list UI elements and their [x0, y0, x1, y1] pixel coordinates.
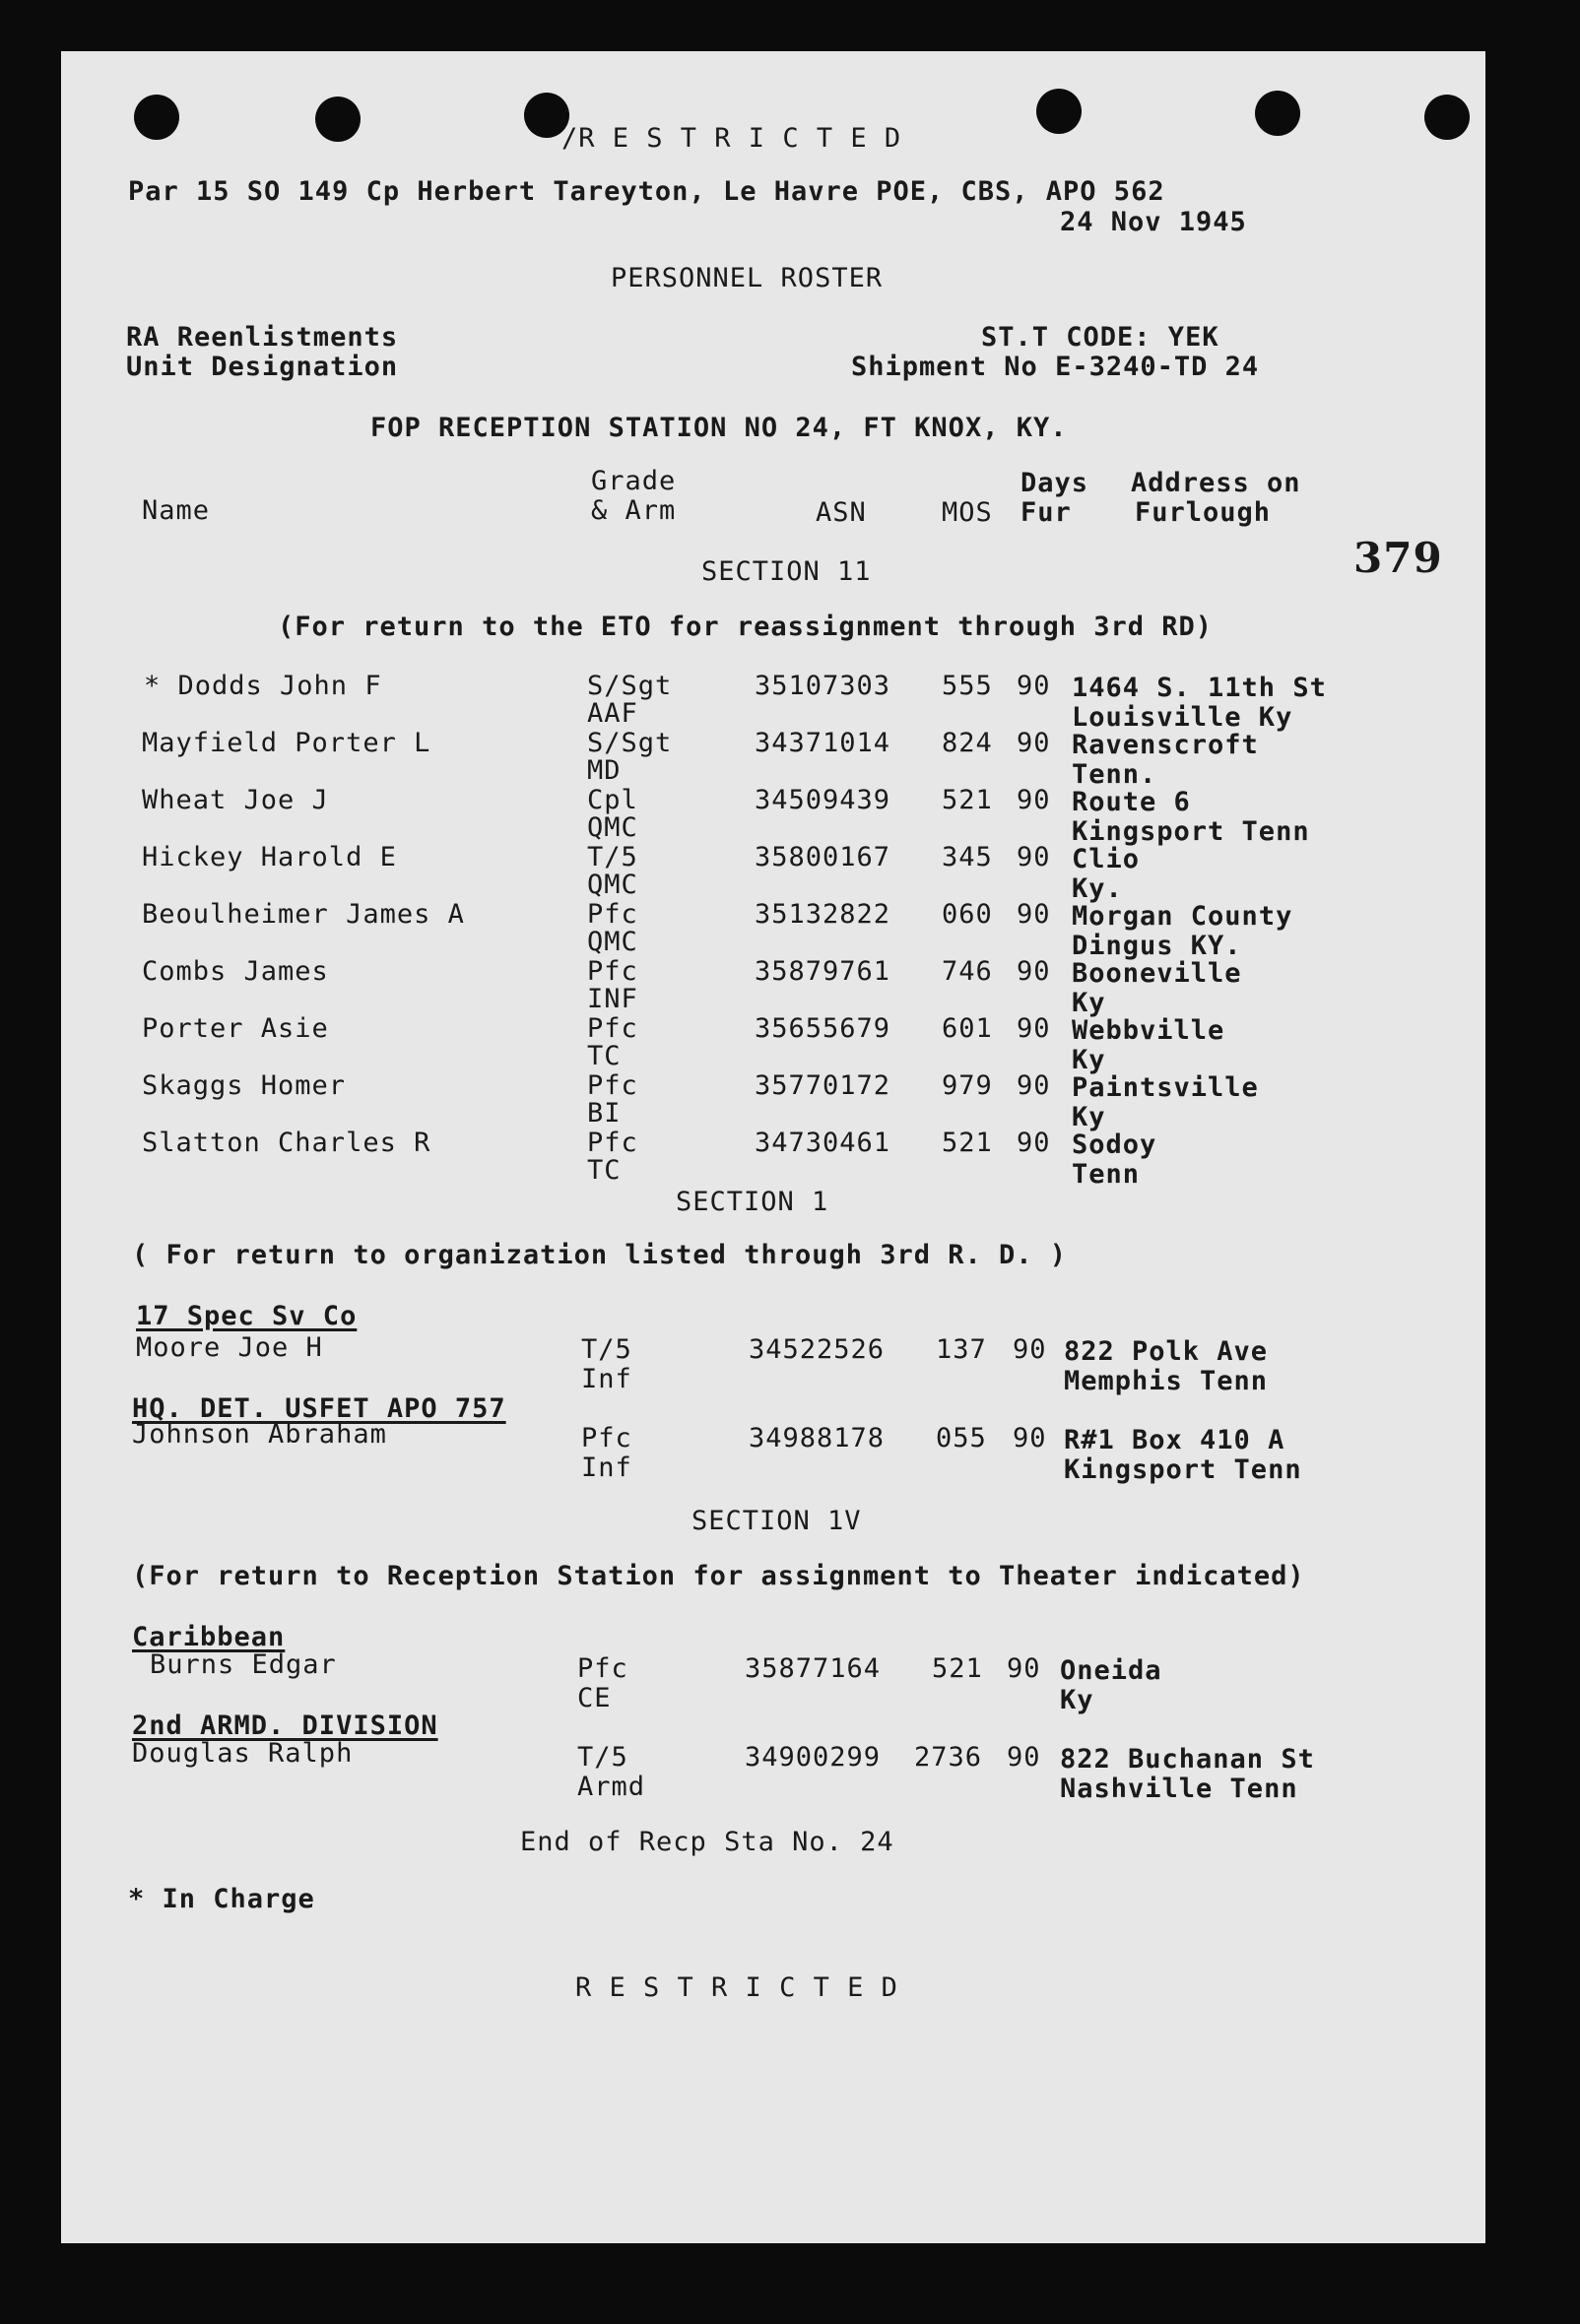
col-header-fur: Fur	[1020, 497, 1072, 528]
soldier-mos: 137	[936, 1334, 987, 1365]
order-date: 24 Nov 1945	[1060, 207, 1247, 237]
soldier-grade: Pfc	[587, 899, 638, 930]
col-header-days: Days	[1020, 468, 1089, 498]
section-1v-title: SECTION 1V	[691, 1506, 862, 1536]
soldier-mos: 521	[942, 1128, 993, 1158]
soldier-grade: S/Sgt	[587, 671, 673, 701]
soldier-days: 90	[1017, 1070, 1051, 1101]
soldier-address-line-1: Paintsville	[1072, 1072, 1259, 1103]
punch-hole	[1424, 95, 1470, 140]
soldier-address-line-2: Ky	[1072, 1045, 1106, 1075]
soldier-address-line-2: Kingsport Tenn	[1072, 816, 1310, 847]
unit-heading: 17 Spec Sv Co	[136, 1301, 358, 1331]
document-page	[61, 51, 1485, 2243]
soldier-days: 90	[1017, 728, 1051, 758]
soldier-asn: 35877164	[745, 1653, 882, 1684]
classification-bottom: R E S T R I C T E D	[575, 1972, 898, 2003]
soldier-arm: TC	[587, 1041, 622, 1071]
soldier-days: 90	[1013, 1423, 1047, 1453]
soldier-name: * Dodds John F	[144, 671, 382, 701]
soldier-mos: 555	[942, 671, 993, 701]
soldier-asn: 35879761	[755, 956, 891, 987]
col-header-mos: MOS	[942, 497, 993, 528]
col-header-asn: ASN	[816, 497, 867, 528]
shipment-number: Shipment No E-3240-TD 24	[851, 352, 1260, 382]
soldier-arm: BI	[587, 1098, 622, 1129]
soldier-asn: 35132822	[755, 899, 891, 930]
soldier-asn: 34509439	[755, 785, 891, 815]
soldier-asn: 35800167	[755, 842, 891, 872]
soldier-arm: QMC	[587, 812, 638, 843]
punch-hole	[315, 97, 361, 142]
soldier-arm: Armd	[577, 1772, 646, 1802]
soldier-grade: T/5	[577, 1742, 628, 1773]
page-number: 379	[1353, 534, 1443, 582]
section-11-title: SECTION 11	[701, 556, 872, 587]
soldier-days: 90	[1017, 1128, 1051, 1158]
classification-top: /R E S T R I C T E D	[561, 123, 902, 154]
soldier-name: Burns Edgar	[150, 1649, 337, 1680]
soldier-address-line-1: 822 Buchanan St	[1060, 1744, 1315, 1775]
section-1v-note: (For return to Reception Station for assignment to Theater indicated)	[132, 1561, 1305, 1591]
punch-hole	[134, 95, 179, 140]
soldier-arm: INF	[587, 984, 638, 1014]
soldier-address-line-2: Ky	[1072, 988, 1106, 1018]
roster-title: PERSONNEL ROSTER	[611, 263, 884, 293]
soldier-name: Wheat Joe J	[142, 785, 329, 815]
col-header-grade: Grade	[591, 466, 677, 496]
unit-heading: 2nd ARMD. DIVISION	[132, 1711, 438, 1741]
col-header-name: Name	[142, 495, 211, 526]
end-of-station-line: End of Recp Sta No. 24	[520, 1827, 894, 1857]
soldier-asn: 35655679	[755, 1013, 891, 1044]
soldier-name: Mayfield Porter L	[142, 728, 431, 758]
soldier-grade: Cpl	[587, 785, 638, 815]
soldier-grade: Pfc	[587, 1013, 638, 1044]
soldier-days: 90	[1007, 1742, 1041, 1773]
soldier-mos: 979	[942, 1070, 993, 1101]
soldier-mos: 055	[936, 1423, 987, 1453]
soldier-name: Porter Asie	[142, 1013, 329, 1044]
soldier-address-line-1: Booneville	[1072, 958, 1242, 989]
soldier-asn: 35770172	[755, 1070, 891, 1101]
soldier-asn: 34522526	[749, 1334, 886, 1365]
soldier-mos: 601	[942, 1013, 993, 1044]
soldier-address-line-1: Morgan County	[1072, 901, 1293, 932]
soldier-address-line-1: Clio	[1072, 844, 1141, 874]
soldier-days: 90	[1017, 956, 1051, 987]
soldier-grade: Pfc	[581, 1423, 632, 1453]
punch-hole	[1255, 91, 1300, 136]
soldier-address-line-1: Oneida	[1060, 1655, 1162, 1686]
soldier-address-line-2: Ky	[1060, 1685, 1094, 1715]
soldier-address-line-2: Nashville Tenn	[1060, 1774, 1298, 1804]
soldier-address-line-1: Route 6	[1072, 787, 1191, 817]
soldier-address-line-2: Tenn.	[1072, 759, 1157, 790]
soldier-mos: 521	[942, 785, 993, 815]
soldier-arm: CE	[577, 1683, 612, 1713]
soldier-mos: 824	[942, 728, 993, 758]
punch-hole	[1036, 89, 1082, 134]
soldier-arm: AAF	[587, 698, 638, 729]
soldier-grade: Pfc	[587, 956, 638, 987]
soldier-address-line-1: R#1 Box 410 A	[1064, 1425, 1285, 1455]
destination-line: FOP RECEPTION STATION NO 24, FT KNOX, KY.	[370, 413, 1068, 443]
soldier-grade: Pfc	[577, 1653, 628, 1684]
soldier-address-line-1: Ravenscroft	[1072, 730, 1259, 760]
unit-designation-label: Unit Designation	[126, 352, 399, 382]
soldier-asn: 34371014	[755, 728, 891, 758]
soldier-mos: 521	[932, 1653, 983, 1684]
soldier-asn: 34730461	[755, 1128, 891, 1158]
soldier-arm: Inf	[581, 1452, 632, 1483]
soldier-grade: S/Sgt	[587, 728, 673, 758]
soldier-arm: TC	[587, 1155, 622, 1186]
soldier-name: Combs James	[142, 956, 329, 987]
soldier-asn: 34988178	[749, 1423, 886, 1453]
unit-heading: HQ. DET. USFET APO 757	[132, 1393, 506, 1424]
soldier-mos: 746	[942, 956, 993, 987]
soldier-address-line-2: Ky.	[1072, 873, 1123, 904]
col-header-furlough: Furlough	[1135, 497, 1272, 528]
soldier-asn: 35107303	[755, 671, 891, 701]
soldier-mos: 345	[942, 842, 993, 872]
soldier-name: Beoulheimer James A	[142, 899, 465, 930]
soldier-name: Johnson Abraham	[132, 1419, 387, 1450]
soldier-address-line-1: 822 Polk Ave	[1064, 1336, 1269, 1367]
stat-code: ST.T CODE: YEK	[981, 322, 1219, 353]
soldier-arm: MD	[587, 755, 622, 786]
soldier-days: 90	[1017, 785, 1051, 815]
col-header-arm: & Arm	[591, 495, 677, 526]
soldier-name: Skaggs Homer	[142, 1070, 347, 1101]
unit-heading: Caribbean	[132, 1622, 286, 1652]
section-1-title: SECTION 1	[676, 1187, 829, 1217]
soldier-days: 90	[1013, 1334, 1047, 1365]
soldier-days: 90	[1017, 842, 1051, 872]
soldier-name: Moore Joe H	[136, 1332, 323, 1363]
soldier-grade: T/5	[581, 1334, 632, 1365]
soldier-arm: QMC	[587, 870, 638, 900]
soldier-mos: 060	[942, 899, 993, 930]
section-1-note: ( For return to organization listed through 3rd R. D. )	[132, 1240, 1068, 1270]
soldier-name: Douglas Ralph	[132, 1738, 354, 1769]
soldier-address-line-2: Ky	[1072, 1102, 1106, 1132]
reenlistments-label: RA Reenlistments	[126, 322, 399, 353]
soldier-address-line-2: Memphis Tenn	[1064, 1366, 1269, 1396]
order-line: Par 15 SO 149 Cp Herbert Tareyton, Le Havre POE, CBS, APO 562	[128, 176, 1165, 207]
soldier-grade: T/5	[587, 842, 638, 872]
soldier-address-line-2: Louisville Ky	[1072, 702, 1293, 733]
col-header-address: Address on	[1131, 468, 1301, 498]
soldier-address-line-1: Webbville	[1072, 1015, 1225, 1046]
soldier-address-line-2: Dingus KY.	[1072, 931, 1242, 961]
soldier-name: Slatton Charles R	[142, 1128, 431, 1158]
soldier-address-line-1: Sodoy	[1072, 1130, 1157, 1160]
soldier-address-line-1: 1464 S. 11th St	[1072, 673, 1327, 703]
soldier-name: Hickey Harold E	[142, 842, 397, 872]
soldier-arm: Inf	[581, 1364, 632, 1394]
soldier-days: 90	[1017, 899, 1051, 930]
soldier-days: 90	[1007, 1653, 1041, 1684]
section-11-note: (For return to the ETO for reassignment through 3rd RD)	[278, 612, 1214, 642]
in-charge-note: * In Charge	[128, 1884, 315, 1914]
soldier-arm: QMC	[587, 927, 638, 957]
soldier-mos: 2736	[914, 1742, 983, 1773]
soldier-days: 90	[1017, 671, 1051, 701]
soldier-asn: 34900299	[745, 1742, 882, 1773]
soldier-days: 90	[1017, 1013, 1051, 1044]
soldier-grade: Pfc	[587, 1070, 638, 1101]
soldier-address-line-2: Kingsport Tenn	[1064, 1454, 1302, 1485]
soldier-grade: Pfc	[587, 1128, 638, 1158]
soldier-address-line-2: Tenn	[1072, 1159, 1141, 1190]
